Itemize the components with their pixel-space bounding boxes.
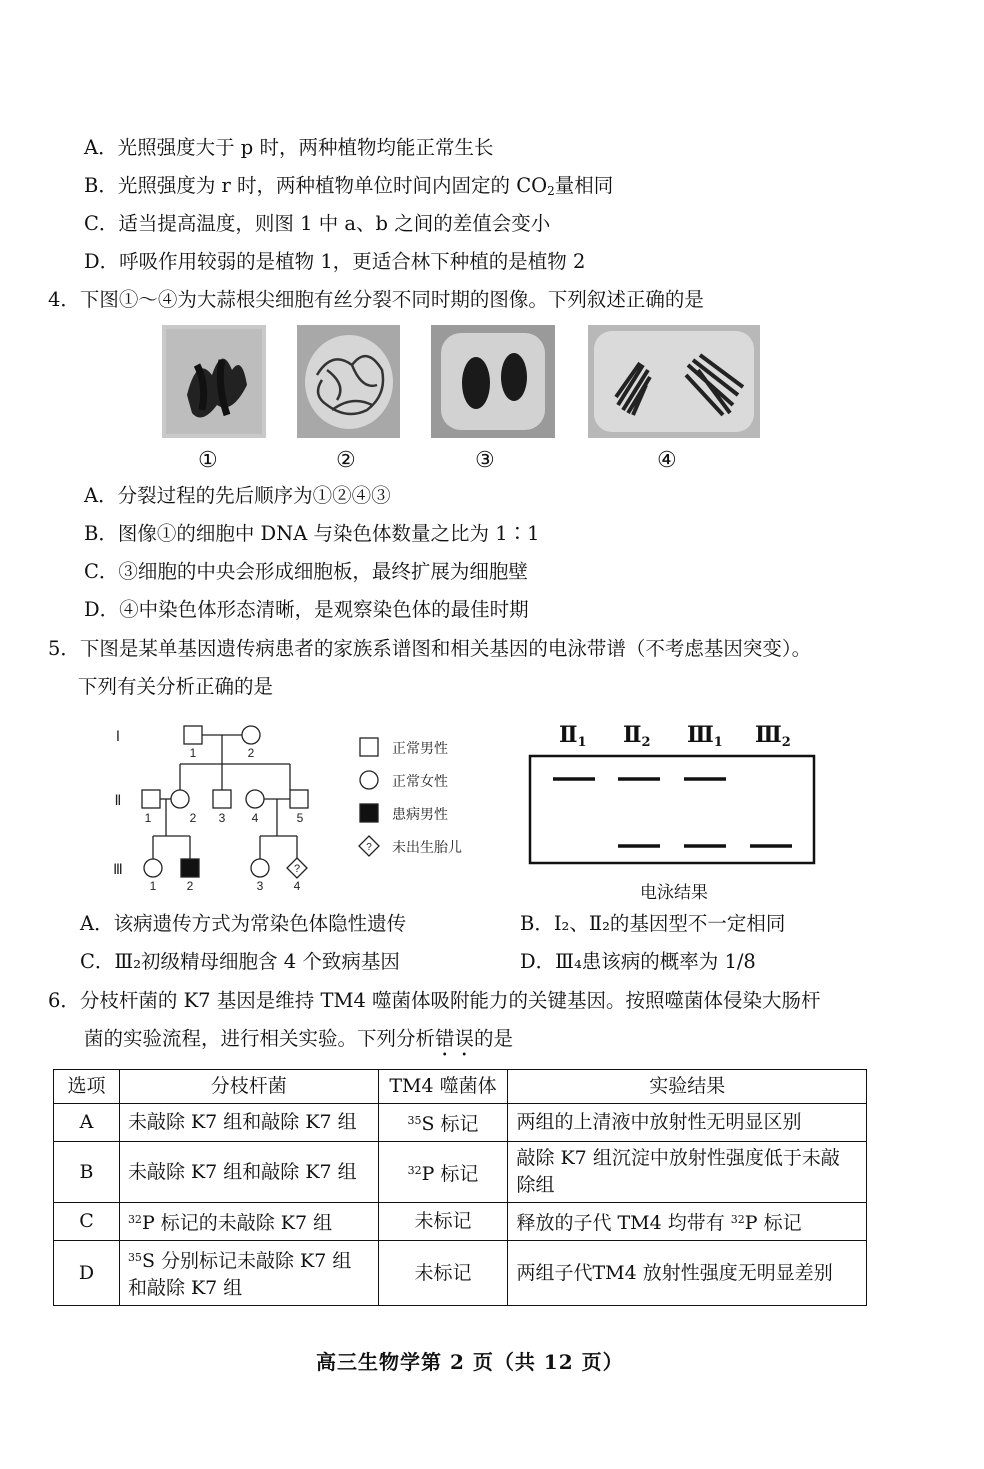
q6-stem-line2: [84, 1027, 513, 1061]
micrograph-3: [431, 325, 555, 438]
q3-option-c: C．适当提高温度，则图 1 中 a、b 之间的差值会变小: [84, 212, 551, 235]
table-header: 选项: [54, 1070, 120, 1104]
ped-num: 5: [296, 811, 304, 825]
table-header-row: [54, 1070, 867, 1104]
q5-option-c: C．Ⅲ₂初级精母细胞含 4 个致病基因: [80, 950, 400, 973]
ped-I1-male: [184, 726, 202, 744]
legend-affected-icon: [360, 804, 378, 822]
q5-option-a: A．该病遗传方式为常染色体隐性遗传: [80, 912, 407, 935]
q4-option-c: C．③细胞的中央会形成细胞板，最终扩展为细胞壁: [84, 560, 528, 583]
micrograph-label-4: ④: [657, 448, 677, 473]
table-cell-result: 敲除 K7 组沉淀中放射性强度低于未敲除组: [508, 1142, 867, 1203]
experiment-table: [53, 1069, 867, 1306]
table-row: [54, 1142, 867, 1203]
table-header: 实验结果: [508, 1070, 867, 1104]
table-cell-option: A: [54, 1104, 120, 1142]
micrograph-1: [162, 325, 266, 438]
q4-stem: 4．下图①～④为大蒜根尖细胞有丝分裂不同时期的图像。下列叙述正确的是: [48, 288, 704, 311]
q4-option-a: A．分裂过程的先后顺序为①②④③: [84, 484, 391, 507]
q3-option-d: D．呼吸作用较弱的是植物 1，更适合林下种植的是植物 2: [84, 250, 586, 273]
gel-caption: 电泳结果: [640, 883, 708, 902]
micrograph-2: [297, 325, 400, 438]
ped-II4-female: [246, 790, 264, 808]
ped-num: 4: [293, 879, 301, 893]
ped-num: 1: [189, 746, 197, 760]
table-cell-result: 两组的上清液中放射性无明显区别: [508, 1104, 867, 1142]
q6-stem-post: 的是: [474, 1027, 514, 1050]
table-row: [54, 1104, 867, 1142]
legend-label: 患病男性: [392, 806, 448, 822]
ped-num: 3: [218, 811, 226, 825]
table-header: TM4 噬菌体: [378, 1070, 508, 1104]
table-cell-option: B: [54, 1142, 120, 1203]
q3-option-b-text: B．光照强度为 r 时，两种植物单位时间内固定的 CO: [84, 174, 548, 197]
table-row: [54, 1241, 867, 1306]
ped-gen-label-3: Ⅲ: [113, 861, 123, 877]
micrograph-label-3: ③: [475, 448, 495, 473]
q4-option-d: D．④中染色体形态清晰，是观察染色体的最佳时期: [84, 598, 529, 621]
q4-option-b: B．图像①的细胞中 DNA 与染色体数量之比为 1∶1: [84, 522, 540, 545]
q5-stem-line1: 5．下图是某单基因遗传病患者的家族系谱图和相关基因的电泳带谱（不考虑基因突变）。: [48, 637, 812, 660]
q6-stem-emphasis: 错误: [435, 1027, 475, 1050]
ped-num: 2: [247, 746, 255, 760]
table-cell-option: C: [54, 1203, 120, 1241]
legend-label: 正常男性: [392, 740, 448, 756]
ped-II3-male: [213, 790, 231, 808]
table-cell-phage: $^{35}$S 标记: [378, 1104, 508, 1142]
gel-lane-label-4: Ⅲ2: [755, 722, 791, 750]
electrophoresis-gel: [525, 712, 825, 872]
q5-option-b: B．Ⅰ₂、Ⅱ₂的基因型不一定相同: [520, 912, 786, 935]
ped-num: 1: [144, 811, 152, 825]
table-row: [54, 1203, 867, 1241]
ped-gen-label-1: Ⅰ: [115, 728, 121, 744]
ped-num: 4: [251, 811, 259, 825]
table-cell-result: 释放的子代 TM4 均带有 $^{32}$P 标记: [508, 1203, 867, 1241]
ped-num: 3: [256, 879, 264, 893]
gel-lane-label-2: Ⅱ2: [623, 722, 651, 750]
ped-III3-female: [251, 859, 269, 877]
micrograph-label-2: ②: [336, 448, 356, 473]
q3-option-b-sub: 2: [547, 184, 555, 198]
micrograph-label-1: ①: [198, 448, 218, 473]
ped-III2-affected-male: [181, 859, 199, 877]
table-header: 分枝杆菌: [119, 1070, 378, 1104]
gel-lane-label-3: Ⅲ1: [687, 722, 723, 750]
table-cell-bacteria: $^{35}$S 分别标记未敲除 K7 组和敲除 K7 组: [119, 1241, 378, 1306]
ped-num: 2: [189, 811, 197, 825]
ped-II2-female: [171, 790, 189, 808]
table-cell-option: D: [54, 1241, 120, 1306]
q6-stem-line1: 6．分枝杆菌的 K7 基因是维持 TM4 噬菌体吸附能力的关键基因。按照噬菌体侵染大肠杆: [48, 989, 821, 1012]
ped-num: 1: [149, 879, 157, 893]
legend-label: 未出生胎儿: [392, 839, 462, 855]
pedigree-legend: [358, 735, 498, 865]
q5-stem-line2: 下列有关分析正确的是: [78, 675, 274, 698]
q3-option-b-tail: 量相同: [554, 174, 614, 197]
q3-option-a: A．光照强度大于 p 时，两种植物均能正常生长: [84, 136, 494, 159]
page-footer: 高三生物学第 2 页（共 12 页）: [316, 1350, 624, 1374]
legend-female-icon: [360, 771, 378, 789]
legend-label: 正常女性: [392, 773, 448, 789]
micrograph-4: [588, 325, 760, 438]
ped-num: 2: [186, 879, 194, 893]
q6-stem-pre: 菌的实验流程，进行相关实验。下列分析: [84, 1027, 436, 1050]
q5-option-d: D．Ⅲ₄患该病的概率为 1/8: [520, 950, 756, 973]
table-cell-bacteria: 未敲除 K7 组和敲除 K7 组: [119, 1104, 378, 1142]
table-cell-bacteria: 未敲除 K7 组和敲除 K7 组: [119, 1142, 378, 1203]
legend-unborn-mark: ?: [366, 842, 372, 853]
unborn-question-mark: ?: [293, 863, 301, 875]
ped-II1-male: [142, 790, 160, 808]
table-cell-phage: 未标记: [378, 1241, 508, 1306]
table-cell-phage: 未标记: [378, 1203, 508, 1241]
q3-option-b: [84, 174, 613, 203]
table-cell-phage: $^{32}$P 标记: [378, 1142, 508, 1203]
table-cell-bacteria: $^{32}$P 标记的未敲除 K7 组: [119, 1203, 378, 1241]
table-cell-result: 两组子代TM4 放射性强度无明显差别: [508, 1241, 867, 1306]
ped-II5-male: [290, 790, 308, 808]
ped-I2-female: [242, 726, 260, 744]
gel-lane-label-1: Ⅱ1: [559, 722, 587, 750]
ped-gen-label-2: Ⅱ: [114, 792, 122, 808]
ped-III1-female: [144, 859, 162, 877]
legend-male-icon: [360, 738, 378, 756]
